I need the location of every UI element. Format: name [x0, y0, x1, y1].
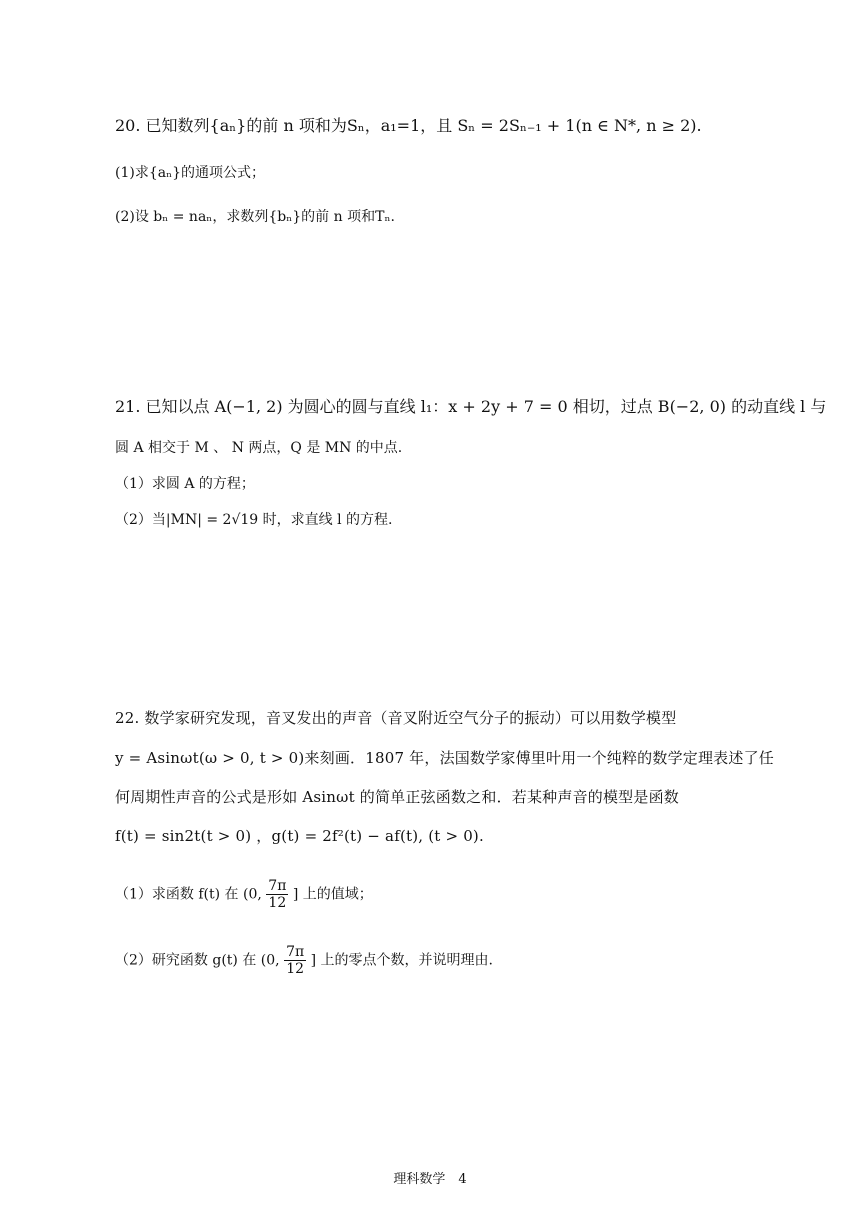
fraction-denominator: 12	[286, 961, 305, 977]
q20-stem: 20. 已知数列{aₙ}的前 n 项和为Sₙ，a₁=1，且 Sₙ = 2Sₙ₋₁ + 1(n ∈ N*, n ≥ 2).	[115, 116, 702, 135]
q21-part1: （1）求圆 A 的方程；	[115, 476, 255, 492]
q22-line4: f(t) = sin2t(t > 0) ，g(t) = 2f²(t) − af(t), (t > 0).	[115, 827, 484, 845]
q20-part2: (2)设 bₙ = naₙ，求数列{bₙ}的前 n 项和Tₙ.	[115, 209, 395, 225]
fraction-numerator: 7π	[286, 944, 305, 960]
q21-part2: （2）当|MN| = 2√19 时，求直线 l 的方程.	[115, 512, 393, 528]
q22-line1: 22. 数学家研究发现，音叉发出的声音（音叉附近空气分子的振动）可以用数学模型	[115, 709, 677, 727]
q20-part1: (1)求{aₙ}的通项公式；	[115, 165, 266, 181]
interval-right: ]	[310, 952, 317, 969]
q22-line2: y = Asinωt(ω > 0, t > 0)来刻画．1807 年，法国数学家傅里叶用一个纯粹的数学定理表述了任	[115, 749, 774, 767]
q22-part1-before: （1）求函数 f(t) 在	[115, 886, 239, 903]
interval-fraction	[266, 878, 288, 911]
q22-part2-after: 上的零点个数，并说明理由.	[320, 952, 493, 969]
interval-left: (0,	[260, 952, 280, 969]
fraction-numerator: 7π	[268, 878, 287, 894]
q22-part2-before: （2）研究函数 g(t) 在	[115, 952, 257, 969]
fraction-denominator: 12	[268, 895, 287, 911]
q21-stem-line2: 圆 A 相交于 M 、 N 两点，Q 是 MN 的中点.	[115, 440, 403, 456]
interval-fraction	[284, 944, 306, 977]
q22-part1-after: 上的值域；	[302, 886, 373, 903]
q22-part2	[115, 944, 493, 977]
q21-stem-line1: 21. 已知以点 A(−1, 2) 为圆心的圆与直线 l₁：x + 2y + 7 = 0 相切，过点 B(−2, 0) 的动直线 l 与	[115, 397, 827, 416]
interval-left: (0,	[243, 886, 262, 903]
q22-line3: 何周期性声音的公式是形如 Asinωt 的简单正弦函数之和．若某种声音的模型是函数	[115, 788, 679, 806]
page-footer: 理科数学 4	[393, 1172, 467, 1187]
q22-part1	[115, 878, 373, 911]
interval-right: ]	[292, 886, 299, 903]
